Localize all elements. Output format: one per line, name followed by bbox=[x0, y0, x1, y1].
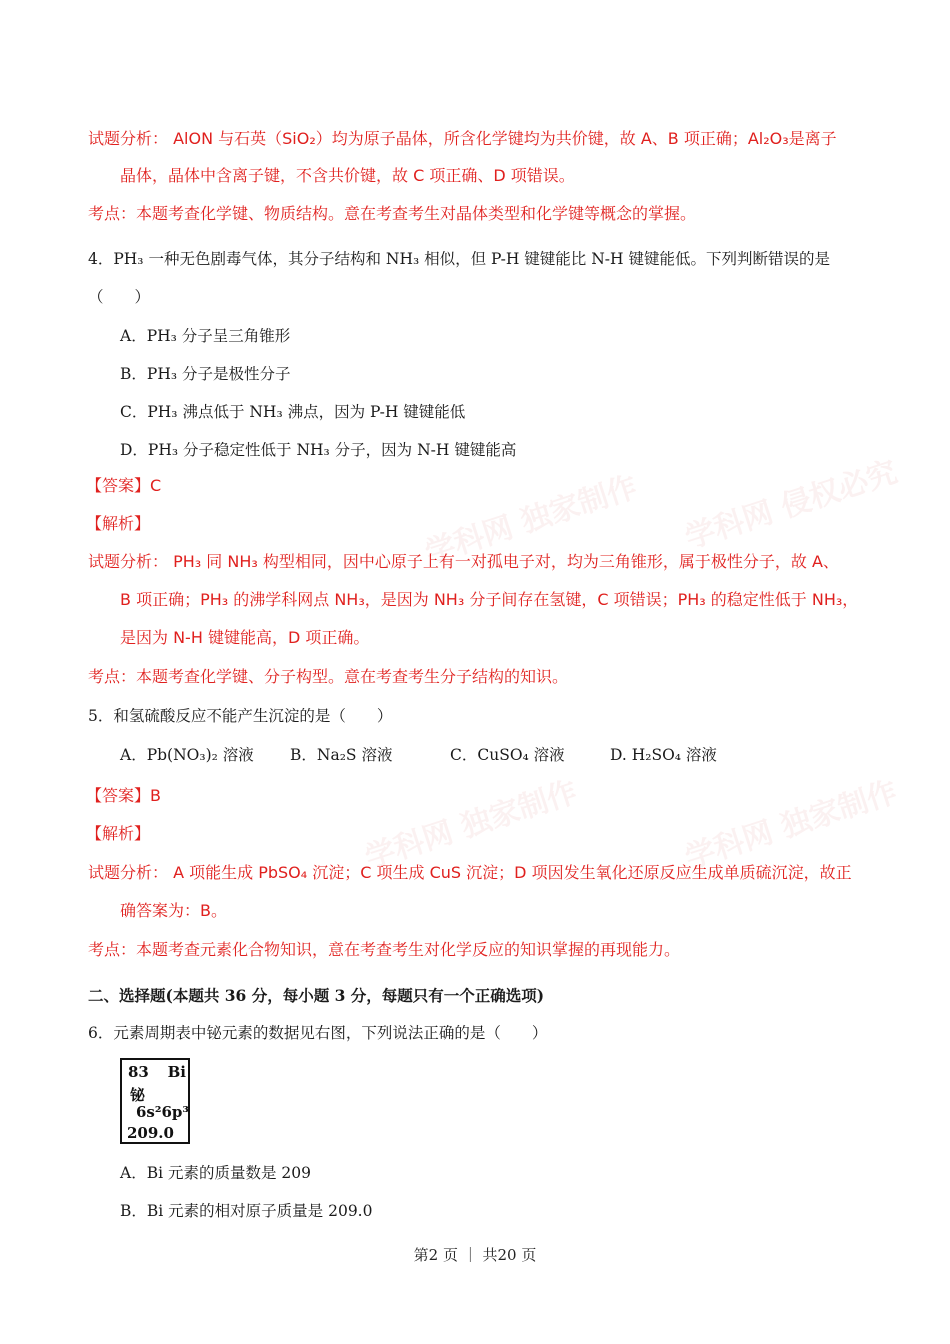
q4-analysis-line1: 试题分析： PH₃ 同 NH₃ 构型相同，因中心原子上有一对孤电子对，均为三角锥形，属于极性分子，故 A、 bbox=[88, 552, 839, 571]
q4-stem-line2: （ ） bbox=[88, 288, 151, 306]
q5-analysis-line2: 确答案为：B。 bbox=[120, 901, 227, 920]
atomic-mass: 209.0 bbox=[127, 1124, 174, 1142]
q3-point: 考点：本题考查化学键、物质结构。意在考查考生对晶体类型和化学键等概念的掌握。 bbox=[88, 204, 697, 223]
element-symbol: Bi bbox=[167, 1063, 186, 1081]
q5-stem: 5．和氢硫酸反应不能产生沉淀的是（ ） bbox=[88, 707, 393, 725]
q5-option-d: D. H₂SO₄ 溶液 bbox=[610, 746, 717, 764]
element-name: 铋 bbox=[130, 1086, 146, 1104]
watermark: 学科网 独家制作 bbox=[681, 774, 902, 877]
q4-analysis-line2: B 项正确；PH₃ 的沸学科网点 NH₃，是因为 NH₃ 分子间存在氢键，C 项错误；PH₃ 的稳定性低于 NH₃， bbox=[120, 590, 859, 609]
q4-option-b: B．PH₃ 分子是极性分子 bbox=[120, 365, 291, 383]
q4-analysis-label: 【解析】 bbox=[86, 514, 151, 533]
q4-analysis-line3: 是因为 N-H 键键能高，D 项正确。 bbox=[120, 628, 370, 647]
q4-option-a: A．PH₃ 分子呈三角锥形 bbox=[120, 327, 291, 345]
q5-option-c: C．CuSO₄ 溶液 bbox=[450, 746, 565, 764]
watermark: 学科网 侵权必究 bbox=[681, 454, 902, 557]
q5-option-b: B．Na₂S 溶液 bbox=[290, 746, 393, 764]
q4-point: 考点：本题考查化学键、分子构型。意在考查考生分子结构的知识。 bbox=[88, 667, 569, 686]
q4-stem-line1: 4．PH₃ 一种无色剧毒气体，其分子结构和 NH₃ 相似，但 P-H 键键能比 N-H 键键能低。下列判断错误的是 bbox=[88, 250, 830, 268]
q4-option-d: D．PH₃ 分子稳定性低于 NH₃ 分子，因为 N-H 键键能高 bbox=[120, 441, 517, 459]
q5-analysis-label: 【解析】 bbox=[86, 824, 151, 843]
q4-answer: 【答案】C bbox=[86, 476, 162, 495]
q3-analysis-line1: 试题分析： AlON 与石英（SiO₂）均为原子晶体，所含化学键均为共价键，故 A、B 项正确；Al₂O₃是离子 bbox=[88, 129, 837, 148]
q6-option-b: B．Bi 元素的相对原子质量是 209.0 bbox=[120, 1202, 373, 1220]
watermark: 学科网 独家制作 bbox=[421, 469, 642, 572]
q4-option-c: C．PH₃ 沸点低于 NH₃ 沸点，因为 P-H 键键能低 bbox=[120, 403, 466, 421]
electron-config: 6s²6p³ bbox=[136, 1103, 189, 1121]
q5-analysis-line1: 试题分析： A 项能生成 PbSO₄ 沉淀；C 项生成 CuS 沉淀；D 项因发生氧化还原反应生成单质硫沉淀，故正 bbox=[88, 863, 852, 882]
section-heading: 二、选择题(本题共 36 分，每小题 3 分，每题只有一个正确选项) bbox=[88, 986, 545, 1005]
page-footer: 第2 页 ｜ 共20 页 bbox=[413, 1246, 537, 1264]
watermark: 学科网 独家制作 bbox=[361, 774, 582, 877]
element-box-bismuth bbox=[120, 1058, 190, 1144]
atomic-number: 83 bbox=[128, 1063, 149, 1081]
q5-point: 考点：本题考查元素化合物知识，意在考查考生对化学反应的知识掌握的再现能力。 bbox=[88, 940, 681, 959]
q5-option-a: A．Pb(NO₃)₂ 溶液 bbox=[120, 746, 254, 764]
q5-answer: 【答案】B bbox=[86, 786, 161, 805]
q6-option-a: A．Bi 元素的质量数是 209 bbox=[120, 1164, 311, 1182]
q3-analysis-line2: 晶体，晶体中含离子键，不含共价键，故 C 项正确、D 项错误。 bbox=[120, 166, 575, 185]
q6-stem: 6．元素周期表中铋元素的数据见右图，下列说法正确的是（ ） bbox=[88, 1024, 548, 1042]
